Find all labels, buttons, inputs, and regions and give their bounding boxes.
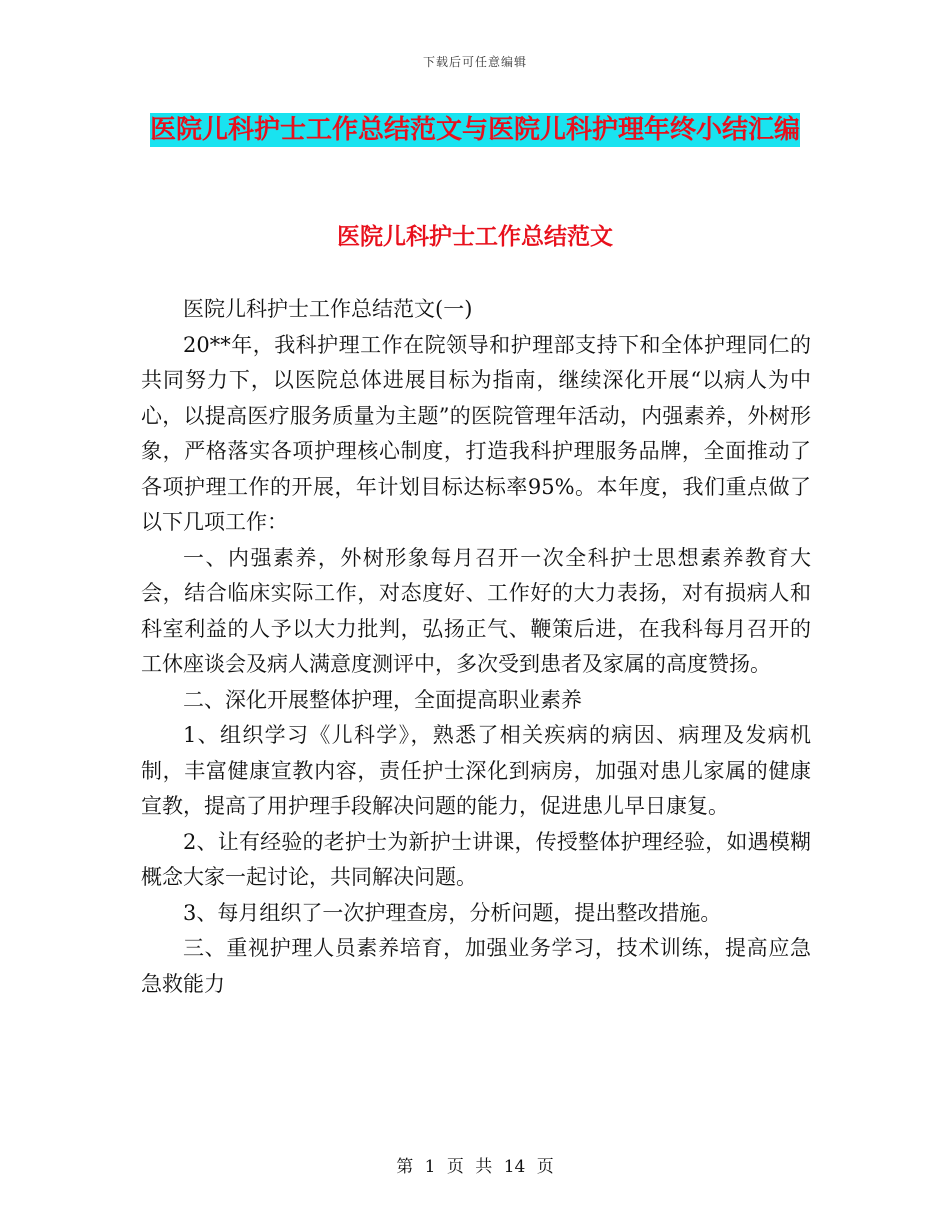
paragraph-item-one: 1、组织学习《儿科学》，熟悉了相关疾病的病因、病理及发病机制，丰富健康宣教内容，责任护士深化到病房，加强对患儿家属的健康宣教，提高了用护理手段解决问题的能力，促进患儿早日康复。 — [141, 723, 811, 818]
document-main-title — [140, 110, 810, 150]
main-title-text: 医院儿科护士工作总结范文与医院儿科护理年终小结汇编 — [149, 115, 800, 145]
paragraph-subtitle: 医院儿科护士工作总结范文(一) — [183, 297, 473, 321]
page-number-footer: 第 1 页 共 14 页 — [396, 1157, 554, 1177]
paragraph-intro: 20**年，我科护理工作在院领导和护理部支持下和全体护理同仁的共同努力下，以医院总体进展目标为指南，继续深化开展“以病人为中心，以提高医疗服务质量为主题”的医院管理年活动，内强素养，外树形象，严格落实各项护理核心制度，打造我科护理服务品牌，全面推动了各项护理工作的开展，年计划目标达标率95%。本年度，我们重点做了以下几项工作： — [141, 332, 811, 534]
paragraph-item-two: 2、让有经验的老护士为新护士讲课，传授整体护理经验，如遇模糊概念大家一起讨论，共同解决问题。 — [141, 829, 811, 889]
section-title: 医院儿科护士工作总结范文 — [337, 224, 613, 250]
paragraph-section-three-heading: 三、重视护理人员素养培育，加强业务学习，技术训练，提高应急急救能力 — [141, 936, 811, 996]
paragraph-section-one: 一、内强素养，外树形象每月召开一次全科护士思想素养教育大会，结合临床实际工作，对态度好、工作好的大力表扬，对有损病人和科室利益的人予以大力批判，弘扬正气、鞭策后进，在我科每月召开的工休座谈会及病人满意度测评中，多次受到患者及家属的高度赞扬。 — [141, 545, 811, 676]
page-header-note: 下载后可任意编辑 — [422, 55, 527, 69]
paragraph-item-three: 3、每月组织了一次护理查房，分析问题，提出整改措施。 — [183, 900, 722, 925]
document-body — [141, 292, 811, 1002]
paragraph-section-two-heading: 二、深化开展整体护理，全面提高职业素养 — [183, 687, 582, 712]
